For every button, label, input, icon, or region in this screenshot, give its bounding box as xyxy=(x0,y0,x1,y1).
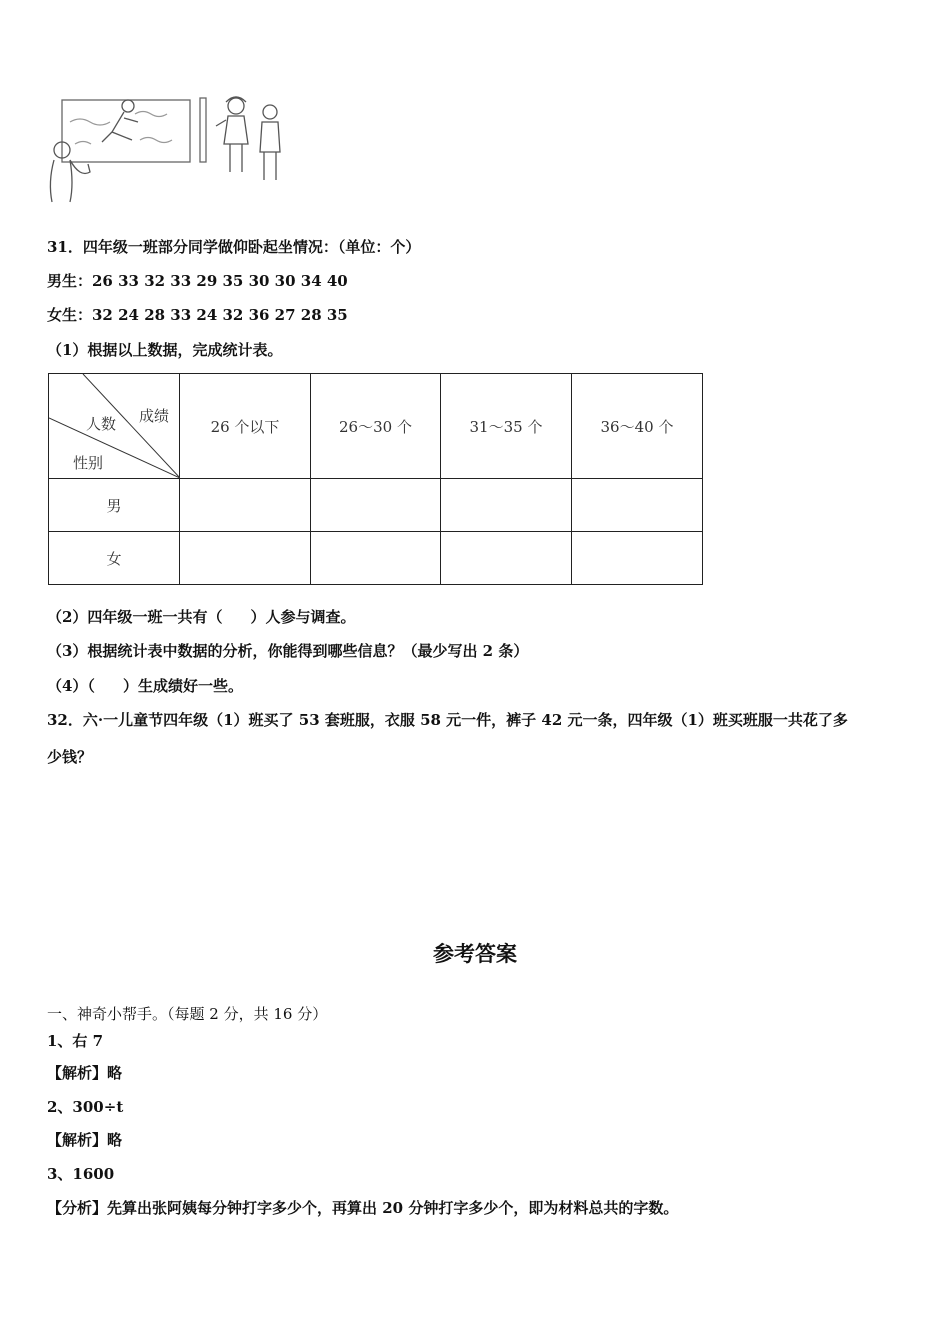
column-header: 36～40 个 xyxy=(572,374,703,479)
column-header: 26 个以下 xyxy=(180,374,311,479)
table-cell[interactable] xyxy=(441,532,572,585)
question-32-line-1: 32．六·一儿童节四年级（1）班买了 53 套班服，衣服 58 元一件，裤子 42 元一条，四年级（1）班买班服一共花了多 xyxy=(47,711,848,729)
corner-label-gender: 性别 xyxy=(73,454,104,472)
question-31-part-1: （1）根据以上数据，完成统计表。 xyxy=(47,341,283,359)
question-31-part-2 xyxy=(47,606,355,627)
table-cell[interactable] xyxy=(180,479,311,532)
answer-2-note: 【解析】略 xyxy=(47,1131,123,1149)
answer-3: 3、1600 xyxy=(47,1165,115,1183)
part-4-text-b: ）生成绩好一些。 xyxy=(122,677,243,695)
question-31-title: 31．四年级一班部分同学做仰卧起坐情况：（单位：个） xyxy=(47,238,421,256)
answer-1-note: 【解析】略 xyxy=(47,1064,123,1082)
answer-2: 2、300÷t xyxy=(47,1098,124,1116)
table-cell[interactable] xyxy=(180,532,311,585)
table-cell[interactable] xyxy=(572,532,703,585)
answer-3-note: 【分析】先算出张阿姨每分钟打字多少个，再算出 20 分钟打字多少个，即为材料总共的字数。 xyxy=(47,1199,679,1217)
row-label: 男 xyxy=(49,479,180,532)
question-32-line-2: 少钱？ xyxy=(47,748,93,766)
column-header: 31～35 个 xyxy=(441,374,572,479)
answer-1: 1、右 7 xyxy=(47,1032,104,1050)
part-4-text-a: （4）（ xyxy=(47,677,95,695)
part-2-text-a: （2）四年级一班一共有（ xyxy=(47,608,223,626)
table-cell[interactable] xyxy=(572,479,703,532)
table-corner-header xyxy=(49,374,180,479)
column-header: 26～30 个 xyxy=(311,374,441,479)
table-cell[interactable] xyxy=(311,532,441,585)
table-cell[interactable] xyxy=(441,479,572,532)
answers-section-1: 一、神奇小帮手。（每题 2 分，共 16 分） xyxy=(47,1005,328,1023)
question-31-part-4 xyxy=(47,675,243,696)
part-2-text-b: ）人参与调查。 xyxy=(250,608,356,626)
statistics-table xyxy=(48,373,703,585)
girls-data: 女生：32 24 28 33 24 32 36 27 28 35 xyxy=(47,306,348,324)
corner-label-count: 人数 xyxy=(86,415,117,433)
corner-label-score: 成绩 xyxy=(138,407,169,425)
boys-data: 男生：26 33 32 33 29 35 30 30 34 40 xyxy=(47,272,348,290)
table-row xyxy=(49,479,703,532)
answers-title: 参考答案 xyxy=(433,941,517,966)
students-sit-up-illustration-icon xyxy=(40,92,300,204)
table-cell[interactable] xyxy=(311,479,441,532)
question-31-part-3: （3）根据统计表中数据的分析，你能得到哪些信息？（最少写出 2 条） xyxy=(47,642,529,660)
row-label: 女 xyxy=(49,532,180,585)
table-row xyxy=(49,532,703,585)
